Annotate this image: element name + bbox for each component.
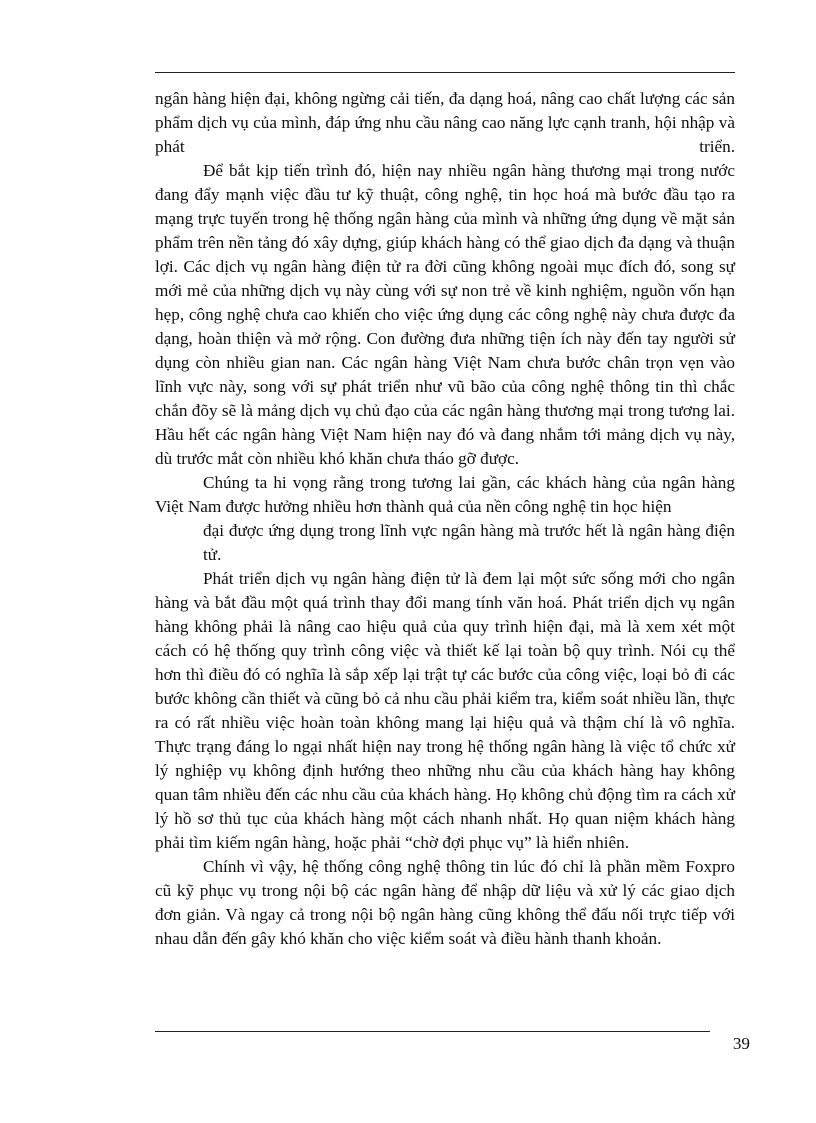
footer-rule xyxy=(155,1031,710,1032)
paragraph: Chính vì vậy, hệ thống công nghệ thông tin lúc đó chỉ là phần mềm Foxpro cũ kỹ phục vụ trong nội bộ các ngân hàng để nhập dữ liệu và xử lý các giao dịch đơn giản. Và ngay cả trong nội bộ ngân hàng cũng không thể đấu nối trực tiếp với nhau dẫn đến gây khó khăn cho việc kiểm soát và điều hành thanh khoản. xyxy=(155,857,735,948)
header-rule xyxy=(155,72,735,73)
paragraph: Chúng ta hi vọng rằng trong tương lai gần, các khách hàng của ngân hàng Việt Nam được hưởng nhiều hơn thành quả của nền công nghệ tin học hiện xyxy=(155,473,735,516)
paragraph: Phát triển dịch vụ ngân hàng điện tử là đem lại một sức sống mới cho ngân hàng và bắt đầu một quá trình thay đổi mang tính văn hoá. Phát triển dịch vụ ngân hàng không phải là nâng cao hiệu quả của quy trình hiện đại, mà là xem xét một cách có hệ thống quy trình công việc và thiết kế lại toàn bộ quy trình. Nói cụ thể hơn thì điều đó có nghĩa là sắp xếp lại trật tự các bước của công việc, loại bỏ đi các bước không cần thiết và cũng bỏ cả nhu cầu phải kiểm tra, kiểm soát nhiều lần, thực ra có rất nhiều việc hoàn toàn không mang lại hiệu quả và thậm chí là vô nghĩa. Thực trạng đáng lo ngại nhất hiện nay trong hệ thống ngân hàng là việc tổ chức xử lý nghiệp vụ không định hướng theo những nhu cầu của khách hàng hay không quan tâm nhiều đến các nhu cầu của khách hàng. Họ không chủ động tìm ra cách xử lý hồ sơ thủ tục của khách hàng một cách nhanh nhất. Họ quan niệm khách hàng phải tìm kiếm ngân hàng, hoặc phải “chờ đợi phục vụ” là hiển nhiên. xyxy=(155,569,735,852)
paragraph-fragment: đại được ứng dụng trong lĩnh vực ngân hàng mà trước hết là ngân hàng điện tử. xyxy=(203,521,735,564)
page-number: 39 xyxy=(732,1034,750,1053)
document-body xyxy=(155,87,735,951)
paragraph: Để bắt kịp tiến trình đó, hiện nay nhiều ngân hàng thương mại trong nước đang đẩy mạnh việc đầu tư kỹ thuật, công nghệ, tin học hoá mà bước đầu tạo ra mạng trực tuyến trong hệ thống ngân hàng của mình và những ứng dụng về mặt sản phẩm trên nền tảng đó xây dựng, giúp khách hàng có thể giao dịch đa dạng và thuận lợi. Các dịch vụ ngân hàng điện tử ra đời cũng không ngoài mục đích đó, song sự mới mẻ của những dịch vụ này cùng với sự non trẻ về kinh nghiệm, nguồn vốn hạn hẹp, công nghệ chưa cao khiến cho việc ứng dụng các công nghệ này chưa được đa dạng, hoàn thiện và mở rộng. Con đường đưa những tiện ích này đến tay người sử dụng còn nhiều gian nan. Các ngân hàng Việt Nam chưa bước chân trọn vẹn vào lĩnh vực này, song với sự phát triển như vũ bão của công nghệ thông tin thì chắc chắn đõy sẽ là mảng dịch vụ chủ đạo của các ngân hàng thương mại trong tương lai. Hầu hết các ngân hàng Việt Nam hiện nay đó và đang nhắm tới mảng dịch vụ này, dù trước mắt còn nhiều khó khăn chưa tháo gỡ được. xyxy=(155,161,735,468)
paragraph-continuation: ngân hàng hiện đại, không ngừng cải tiến, đa dạng hoá, nâng cao chất lượng các sản phẩm dịch vụ của mình, đáp ứng nhu cầu nâng cao năng lực cạnh tranh, hội nhập và phát triển. xyxy=(155,89,735,156)
